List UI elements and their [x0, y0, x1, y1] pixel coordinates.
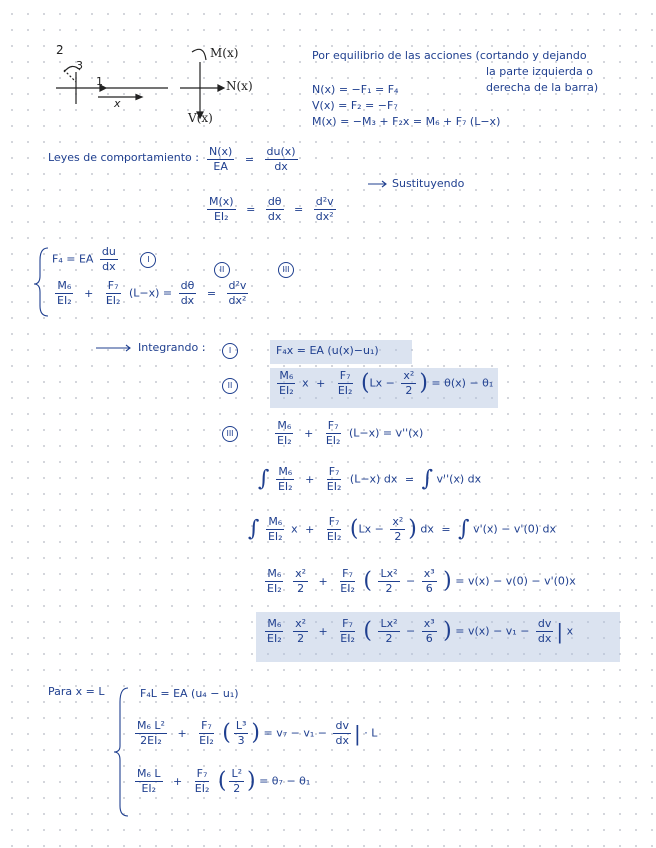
integral-step1: ∫ $\frac{\text{M₆}}{\text{EI₂}}$ + $\frac{\text{F₇}}{\text{EI₂}}$ (L−x) dx = ∫ v''(x) dx [258, 465, 482, 494]
final-eq2: $\frac{\text{M₆ L²}}{\text{2EI₂}}$ + $\frac{\text{F₇}}{\text{EI₂}}$ ( $\frac{\text{L³}}{3}$ ) = v₇ − v₁ − $\frac{dv}{dx}$ | · L [137, 719, 378, 748]
behaviour-eq1: $\frac{N(x)}{EA}$ = $\frac{du(x)}{dx}$ [209, 145, 296, 174]
final-eq1: F₄L = EA (u₄ − u₁) [140, 687, 239, 700]
result-I: F₄x = EA (u(x)−u₁) [276, 344, 379, 357]
cut-n-arrowhead [218, 85, 224, 91]
equilibrium-eq-V: V(x) = F₂ = −F₇ [312, 99, 398, 112]
equilibrium-eq-M: M(x) = −M₃ + F₂x = M₆ + F₇ (L−x) [312, 115, 501, 128]
result-III: $\frac{\text{M₆}}{\text{EI₂}}$ + $\frac{\text{F₇}}{\text{EI₂}}$ (L−x) = v''(x) [277, 419, 424, 448]
result-II: $\frac{\text{M₆}}{\text{EI₂}}$ x + $\frac{\text{F₇}}{\text{EI₂}}$ (Lx − $\frac{\text{x²}}{2}$ ) = θ(x) − θ₁ [279, 369, 494, 398]
behaviour-eq2: $\frac{M(x)}{\text{EI₂}}$ = $\frac{d\theta}{dx}$ = $\frac{\text{d²v}}{\text{dx²}}$ [209, 195, 334, 224]
system-line1: F₄ = EA $\frac{du}{dx}$ I [52, 246, 156, 273]
diagram-label-1: 1 [96, 75, 103, 88]
system-line2: $\frac{\text{M₆}}{\text{EI₂}}$ + $\frac{\text{F₇}}{\text{EI₂}}$ (L−x) = $\frac{d\theta}{dx}$ = $\frac{\text{d²v}}{\text{dx²}}$ [57, 279, 247, 308]
equilibrium-eq-N: N(x) = −F₁ = F₄ [312, 83, 399, 96]
integral-step2: ∫ $\frac{\text{M₆}}{\text{EI₂}}$ x + $\frac{\text{F₇}}{\text{EI₂}}$ (Lx − $\frac{\text{x²}}{2}$ ) dx = ∫ v'(x) − v'(0) dx [248, 515, 557, 544]
behaviour-title: Leyes de comportamiento : [48, 151, 199, 164]
axis-2-dash [64, 70, 76, 82]
final-brace [114, 688, 128, 816]
diagram-label-normal: N(x) [226, 79, 253, 93]
integral-step3: $\frac{\text{M₆}}{\text{EI₂}}$ $\frac{\text{x²}}{2}$ + $\frac{\text{F₇}}{\text{EI₂}}$ ( $\frac{\text{Lx²}}{2}$ − $\frac{\text{x³}}{6}$ ) = v(x) − v(0) − v'(0)x [267, 567, 576, 596]
diagram-label-moment: M(x) [210, 46, 239, 60]
mark-II-top: II [214, 262, 230, 278]
x-arrow-head [136, 95, 142, 100]
mark-III-top: III [278, 262, 294, 278]
diagram-label-shear: V(x) [188, 111, 213, 125]
moment-arc [192, 49, 206, 60]
diagram-label-2: 2 [56, 43, 64, 57]
final-label: Para x = L [48, 685, 105, 698]
diagram-label-3: 3 [76, 59, 83, 72]
integrating-mark-III: III [222, 426, 238, 442]
sustituyendo-label: Sustituyendo [392, 177, 465, 190]
equilibrium-title-line3: derecha de la barra) [486, 81, 599, 94]
system-brace [34, 248, 48, 316]
integral-step4: $\frac{\text{M₆}}{\text{EI₂}}$ $\frac{\text{x²}}{2}$ + $\frac{\text{F₇}}{\text{EI₂}}$ ( $\frac{\text{Lx²}}{2}$ − $\frac{\text{x³}}{6}$ ) = v(x) − v₁ − $\frac{dv}{dx}$ | x [267, 617, 574, 646]
equilibrium-title-line2: la parte izquierda o [486, 65, 594, 78]
integrating-mark-II: II [222, 378, 238, 394]
integrating-mark-I: I [222, 343, 238, 359]
integrando-label: Integrando : [138, 341, 206, 354]
final-eq3: $\frac{\text{M₆ L}}{\text{EI₂}}$ + $\frac{\text{F₇}}{\text{EI₂}}$ ( $\frac{\text{L²}}{2}$ ) = θ₇ − θ₁ [137, 767, 311, 796]
mark-I: I [140, 252, 156, 268]
equilibrium-title-line1: Por equilibrio de las acciones (cortando y dejando [312, 49, 587, 62]
diagram-label-x: x [114, 97, 121, 110]
